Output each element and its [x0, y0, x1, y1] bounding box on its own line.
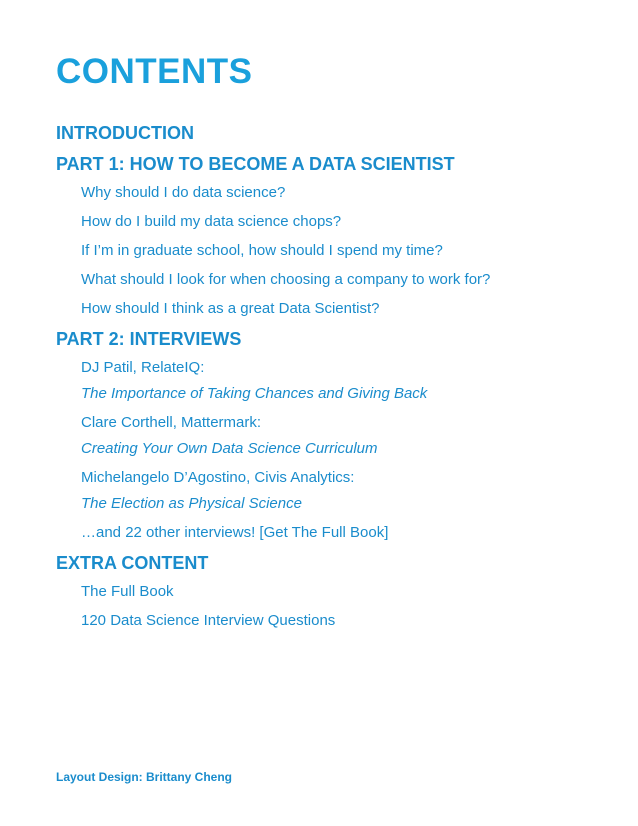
toc-item-dj-patil[interactable] [81, 360, 616, 401]
toc-item-other-interviews-link[interactable] [81, 525, 616, 540]
toc-item-label: The Full Book [81, 583, 174, 600]
toc-item-label: Clare Corthell, Mattermark: [81, 414, 262, 431]
toc-item-clare-corthell[interactable] [81, 415, 616, 456]
toc-item-label: How should I think as a great Data Scientist? [81, 300, 380, 317]
toc-heading-introduction[interactable]: INTRODUCTION [56, 123, 194, 143]
toc-item-think-as-data-scientist[interactable] [81, 301, 616, 316]
toc-item-label: …and 22 other interviews! [Get The Full Book] [81, 524, 389, 541]
toc-item-choosing-company[interactable] [81, 272, 616, 287]
layout-credit: Layout Design: Brittany Cheng [56, 770, 233, 784]
toc-item-subtitle: The Importance of Taking Chances and Giving Back [81, 385, 428, 402]
toc-item-build-chops[interactable] [81, 214, 616, 229]
toc-item-full-book-link[interactable] [81, 584, 616, 599]
toc-heading-part-1[interactable]: PART 1: HOW TO BECOME A DATA SCIENTIST [56, 154, 455, 174]
toc-item-why-data-science[interactable] [81, 185, 616, 200]
toc-item-graduate-school[interactable] [81, 243, 616, 258]
toc-item-label: If I’m in graduate school, how should I spend my time? [81, 242, 443, 259]
toc-part-1-list [56, 185, 616, 316]
toc-item-michelangelo-dagostino[interactable] [81, 470, 616, 511]
toc-item-label: Why should I do data science? [81, 184, 286, 201]
table-of-contents [56, 124, 616, 642]
toc-item-label: Michelangelo D’Agostino, Civis Analytics: [81, 469, 355, 486]
toc-item-subtitle: The Election as Physical Science [81, 495, 302, 512]
toc-item-label: 120 Data Science Interview Questions [81, 612, 336, 629]
toc-part-2-list [56, 360, 616, 540]
toc-item-label: DJ Patil, RelateIQ: [81, 359, 205, 376]
toc-item-label: How do I build my data science chops? [81, 213, 342, 230]
toc-item-subtitle: Creating Your Own Data Science Curriculum [81, 440, 378, 457]
toc-extra-content-list [56, 584, 616, 628]
page-title: CONTENTS [56, 52, 253, 91]
toc-item-label: What should I look for when choosing a company to work for? [81, 271, 491, 288]
toc-item-interview-questions-link[interactable] [81, 613, 616, 628]
toc-heading-extra-content[interactable]: EXTRA CONTENT [56, 553, 209, 573]
toc-heading-part-2[interactable]: PART 2: INTERVIEWS [56, 329, 242, 349]
